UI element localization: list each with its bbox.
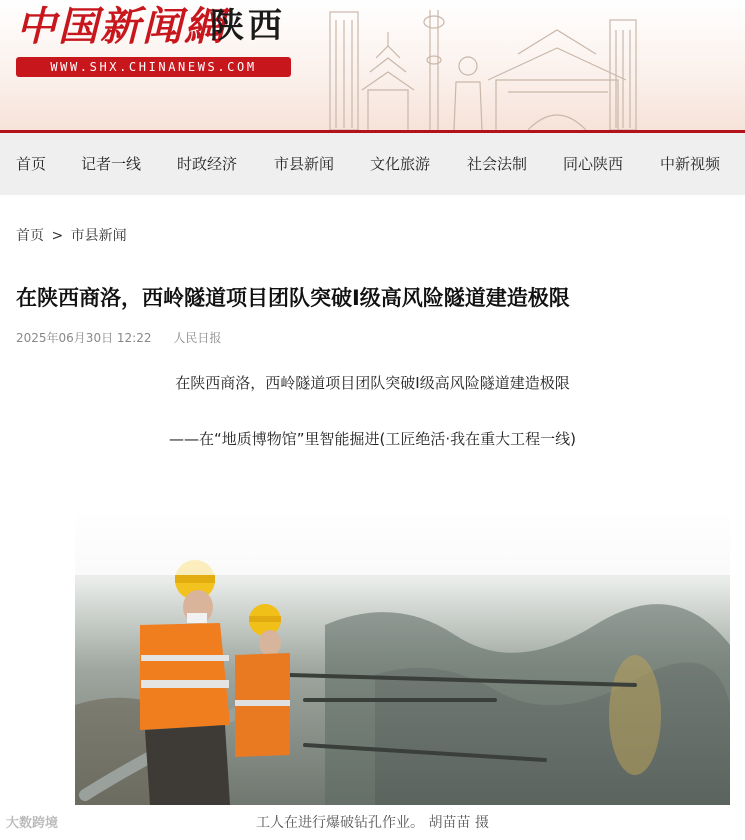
site-logo[interactable]: 中国新闻網 bbox=[16, 3, 226, 50]
main-nav bbox=[0, 133, 745, 195]
breadcrumb-separator: > bbox=[51, 228, 64, 244]
breadcrumb bbox=[16, 226, 130, 246]
site-region: 陕西 bbox=[210, 6, 286, 46]
breadcrumb-current[interactable]: 市县新闻 bbox=[70, 228, 127, 244]
article-meta bbox=[16, 329, 221, 347]
nav-item-reporter[interactable]: 记者一线 bbox=[81, 155, 142, 173]
nav-item-tongxin[interactable]: 同心陕西 bbox=[563, 155, 624, 173]
article-datetime: 2025年06月30日 12:22 bbox=[16, 331, 152, 345]
article-photo bbox=[75, 505, 730, 805]
nav-item-culture[interactable]: 文化旅游 bbox=[370, 155, 431, 173]
nav-item-county[interactable]: 市县新闻 bbox=[274, 155, 335, 173]
article-subheading: ——在“地质博物馆”里智能掘进(工匠绝活·我在重大工程一线) bbox=[168, 430, 577, 448]
nav-item-video[interactable]: 中新视频 bbox=[660, 155, 721, 173]
article-title: 在陕西商洛，西岭隧道项目团队突破I级高风险隧道建造极限 bbox=[16, 286, 570, 310]
article-subtitle: 在陕西商洛，西岭隧道项目团队突破Ⅰ级高风险隧道建造极限 bbox=[175, 374, 570, 392]
article-source: 人民日报 bbox=[173, 331, 222, 345]
nav-item-politics[interactable]: 时政经济 bbox=[177, 155, 238, 173]
watermark-text: 大数跨境 bbox=[6, 816, 59, 831]
tunnel-drilling-photo bbox=[75, 505, 730, 805]
breadcrumb-home[interactable]: 首页 bbox=[16, 228, 44, 244]
nav-item-home[interactable]: 首页 bbox=[16, 155, 47, 173]
photo-caption: 工人在进行爆破钻孔作业。 胡苗苗 摄 bbox=[256, 815, 489, 831]
header-banner bbox=[0, 0, 745, 133]
site-url[interactable]: WWW.SHX.CHINANEWS.COM bbox=[16, 57, 291, 77]
skyline-illustration bbox=[318, 0, 745, 133]
nav-item-society[interactable]: 社会法制 bbox=[467, 155, 528, 173]
